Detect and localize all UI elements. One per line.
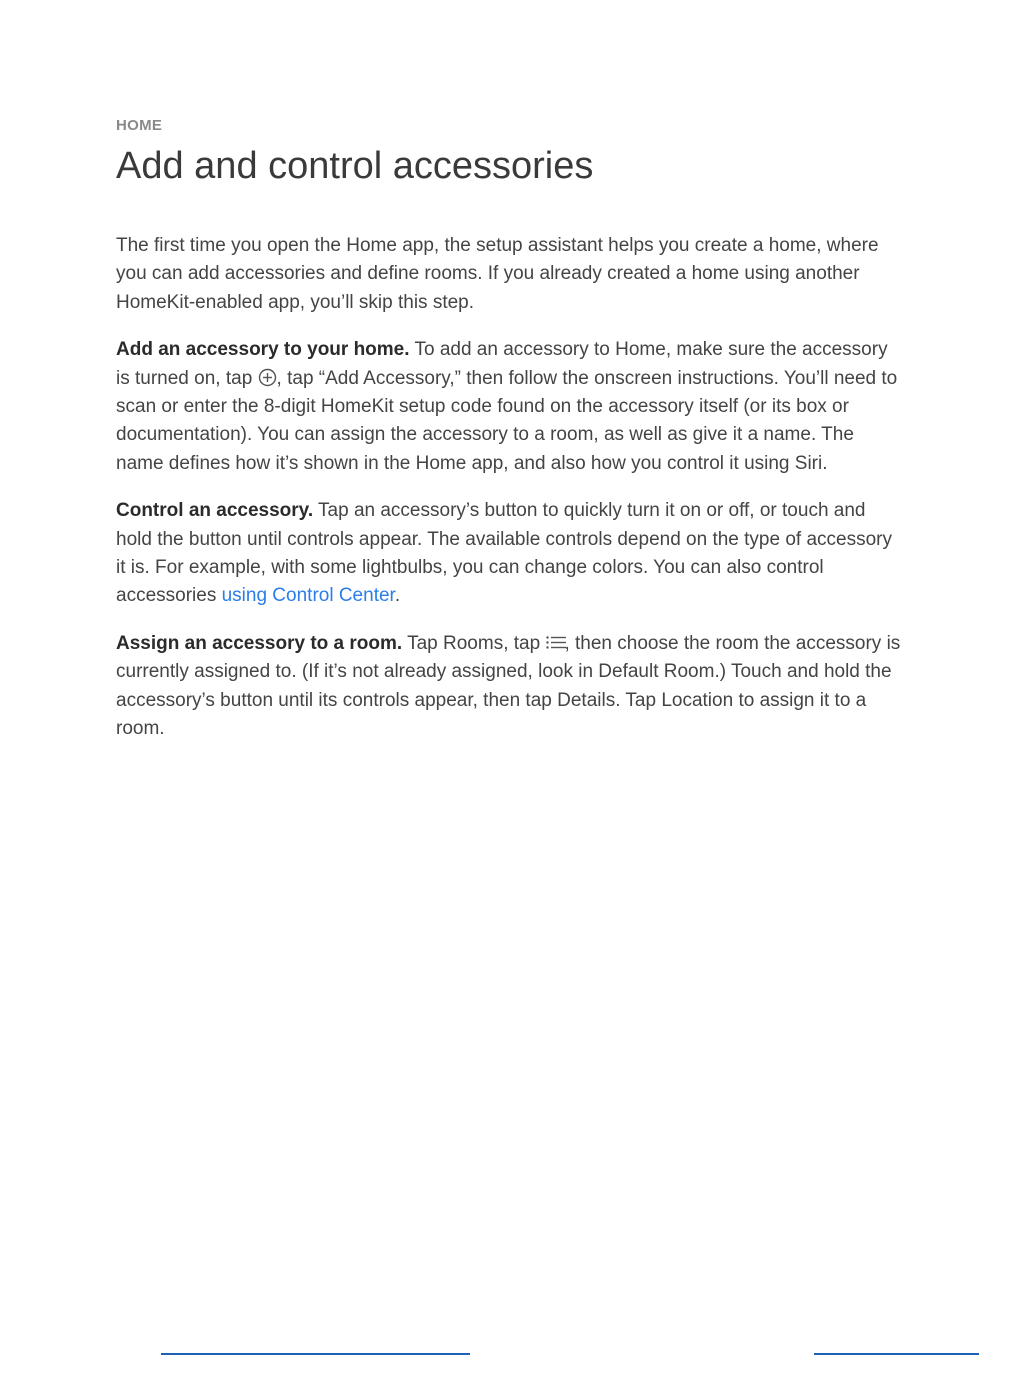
control-center-link[interactable]: using Control Center — [221, 585, 395, 607]
add-accessory-lead: Add an accessory to your home. — [116, 339, 410, 361]
add-accessory-text: To add an accessory to Home, make sure the accessory is turned on, tap — [116, 339, 888, 389]
assign-room-text: Tap Rooms, tap — [402, 632, 546, 654]
control-accessory-text-end: . — [394, 585, 401, 607]
assign-room-lead: Assign an accessory to a room. — [116, 632, 403, 654]
control-accessory-lead: Control an accessory. — [116, 500, 314, 522]
section-label: HOME — [116, 117, 163, 134]
assign-room-paragraph — [116, 630, 906, 744]
add-accessory-paragraph — [116, 336, 906, 478]
add-accessory-text-continued: , tap “Add Accessory,” then follow the onscreen instructions. You’ll need to scan or enter the 8-digit HomeKit setup code found on the accessory itself (or its box or documentation). You can assign the accessory to a room, as well as give it a name. The name defines how it’s shown in the Home app, and also how you control it using Siri. — [116, 367, 898, 474]
assign-room-text-continued: , then choose the room the accessory is currently assigned to. (If it’s not already assigned, look in Default Room.) Touch and hold the accessory’s button until its controls appear, then tap Details. Tap Location to assign it to a room. — [116, 632, 901, 740]
control-accessory-text: Tap an accessory’s button to quickly turn it on or off, or touch and hold the button until controls appear. The available controls depend on the type of accessory it is. For example, with some lightbulbs, you can change colors. You can also control accessories — [116, 500, 892, 607]
control-accessory-paragraph — [116, 497, 906, 611]
page-title: Add and control accessories — [116, 145, 594, 187]
footer-rule-left — [161, 1353, 470, 1355]
list-icon — [545, 633, 564, 652]
footer-rule-right — [814, 1353, 979, 1355]
intro-paragraph: The first time you open the Home app, the setup assistant helps you create a home, where you can add accessories and define rooms. If you already created a home using another HomeKit-enabled app, you’ll skip this step. — [116, 235, 879, 313]
document-page — [116, 116, 906, 744]
plus-circle-icon — [258, 368, 277, 387]
